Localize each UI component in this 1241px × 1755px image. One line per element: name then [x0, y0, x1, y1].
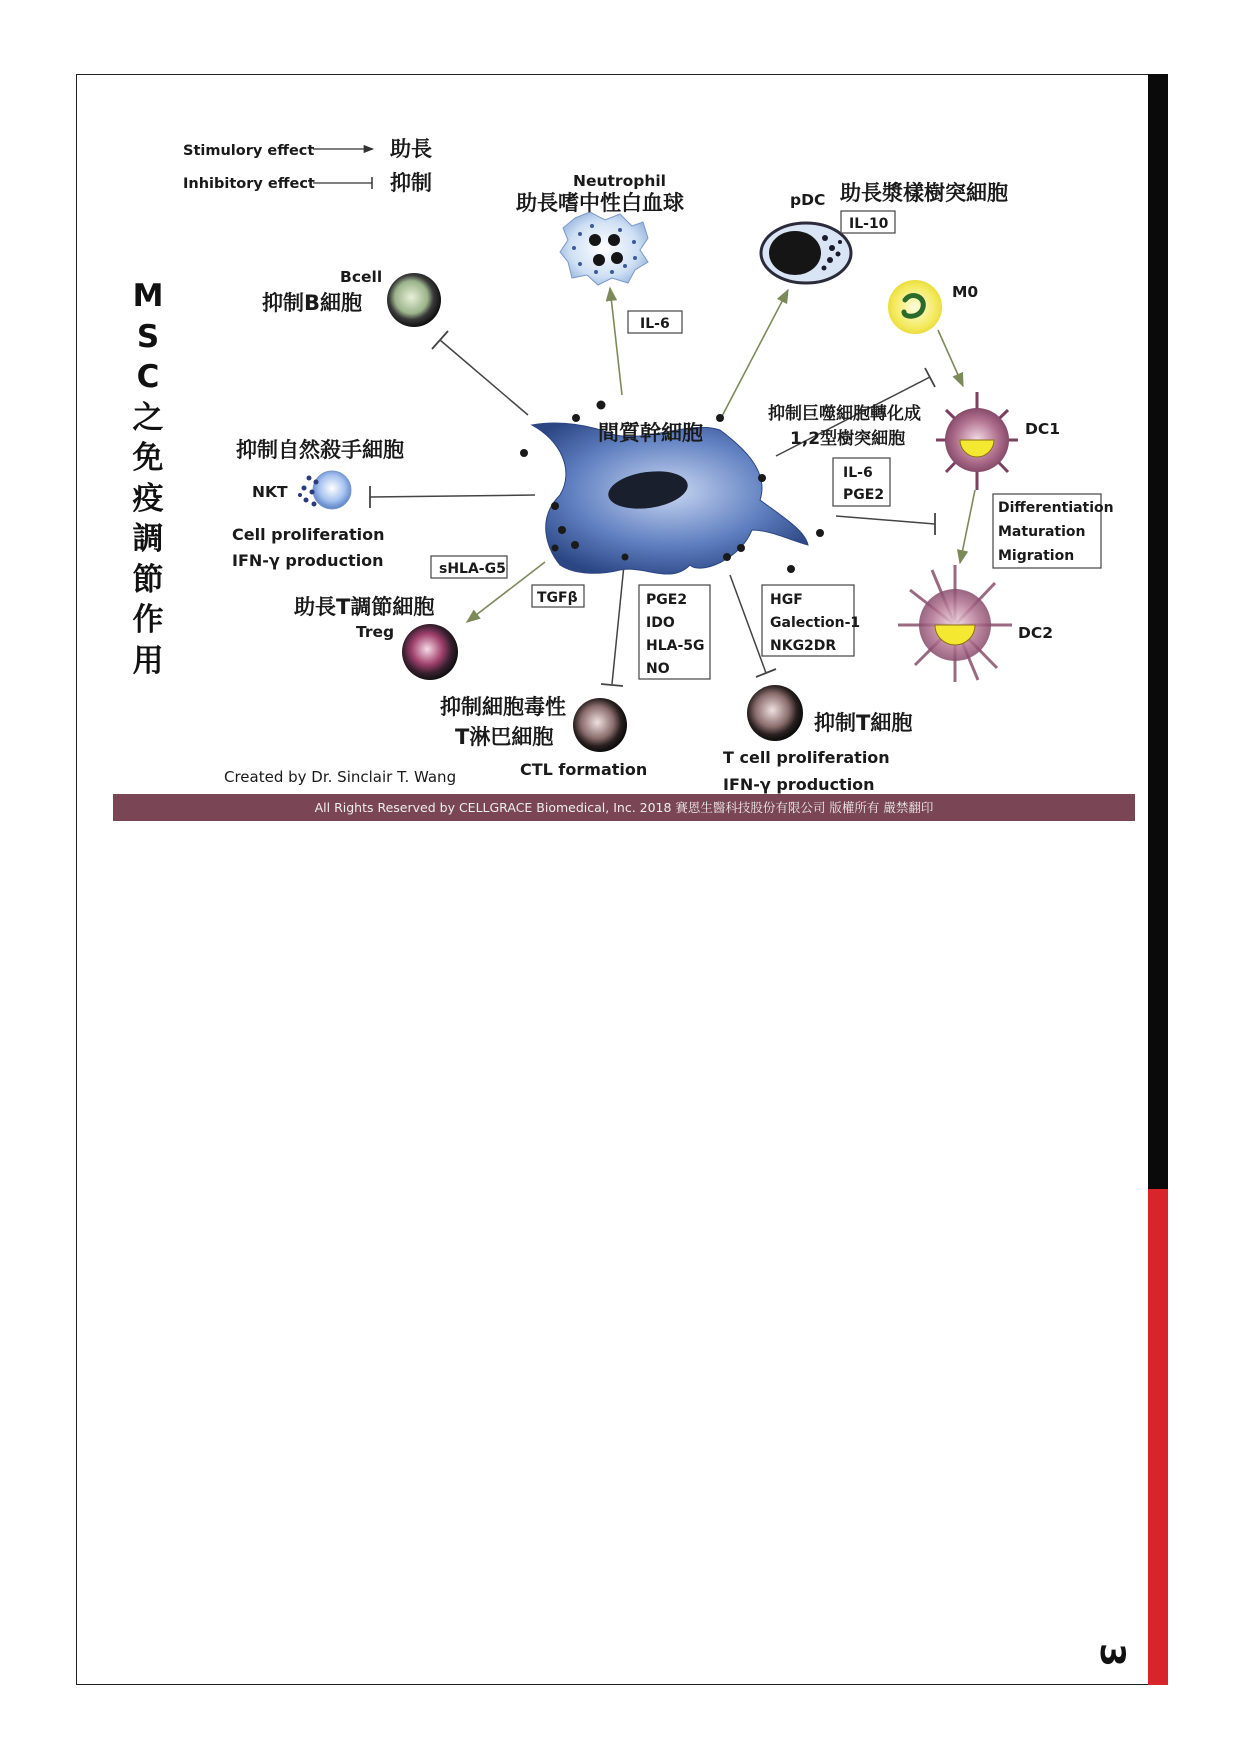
neutrophil-en: Neutrophil [573, 172, 666, 190]
ctl-factor-2: IDO [646, 615, 675, 631]
dc2-node [898, 565, 1053, 682]
legend-stimulatory-cn: 助長 [390, 137, 432, 161]
side-title: M S C 之 免 疫 調 節 作 用 [132, 278, 164, 679]
bcell-node [262, 268, 441, 327]
pdc-cn: 助長漿樣樹突細胞 [840, 181, 1008, 205]
nkt-en: NKT [252, 483, 288, 501]
ctl-node [440, 585, 710, 779]
neutrophil-factor: IL-6 [640, 316, 670, 332]
m0-icon [888, 280, 942, 334]
bcell-icon [387, 273, 441, 327]
dc1-node [936, 392, 1060, 490]
tcell-effect-1: T cell proliferation [723, 748, 890, 767]
treg-factor-2: TGFβ [537, 590, 578, 606]
legend [183, 137, 432, 195]
legend-inhibitory-label: Inhibitory effect [183, 176, 315, 192]
ctl-cn-1: 抑制細胞毒性 [440, 695, 566, 719]
legend-inhibitory-cn: 抑制 [390, 171, 432, 195]
side-bar-red [1148, 1189, 1168, 1685]
ctl-cn-2: T淋巴細胞 [455, 725, 554, 749]
pdc-node [761, 181, 1008, 283]
msc-cell [532, 423, 808, 574]
arrow-m0-dc1 [938, 330, 963, 386]
ctl-factor-1: PGE2 [646, 592, 688, 608]
pdc-en: pDC [790, 191, 826, 209]
dc-text-line2: 1,2型樹突細胞 [790, 429, 906, 449]
dc-process-1: Differentiation [998, 500, 1114, 516]
dc-factor-1: IL-6 [843, 465, 873, 481]
nkt-effect-1: Cell proliferation [232, 525, 385, 544]
dc1-en: DC1 [1025, 420, 1061, 438]
dc-process-3: Migration [998, 548, 1075, 564]
nkt-effect-2: IFN-γ production [232, 551, 384, 570]
tcell-factor-1: HGF [770, 592, 803, 608]
neutrophil-cn: 助長嗜中性白血球 [516, 191, 684, 215]
arrow-dc1-dc2 [960, 490, 975, 563]
dc2-en: DC2 [1018, 624, 1054, 642]
ctl-icon [573, 698, 627, 752]
page-number: 3 [1091, 1643, 1132, 1667]
treg-node [294, 556, 584, 680]
credit-text: Created by Dr. Sinclair T. Wang [224, 768, 457, 786]
treg-factor-1: sHLA-G5 [439, 561, 506, 577]
line-nkt [370, 495, 535, 497]
m0-node [888, 280, 978, 334]
treg-cn: 助長T調節細胞 [294, 595, 435, 619]
dc-process-2: Maturation [998, 524, 1086, 540]
dc-factor-2: PGE2 [843, 487, 885, 503]
line-tcell [730, 575, 766, 673]
treg-icon [402, 624, 458, 680]
footer-bar: All Rights Reserved by CELLGRACE Biomedical, Inc. 2018 賽恩生醫科技股份有限公司 版權所有 嚴禁翻印 [113, 794, 1135, 821]
pdc-factor: IL-10 [849, 216, 889, 232]
arrow-pdc [720, 290, 788, 420]
treg-en: Treg [356, 623, 395, 641]
tcell-cn: 抑制T細胞 [814, 711, 913, 735]
ctl-factor-3: HLA-5G [646, 638, 705, 654]
tcell-effect-2: IFN-γ production [723, 775, 875, 794]
m0-en: M0 [952, 283, 979, 301]
tcell-icon [747, 685, 803, 741]
ctl-effect: CTL formation [520, 760, 648, 779]
legend-stimulatory-label: Stimulory effect [183, 143, 315, 159]
bcell-en: Bcell [340, 268, 383, 286]
arrow-neutrophil [610, 288, 622, 395]
line-bcell [440, 340, 528, 415]
tcell-node [723, 585, 912, 794]
msc-label: 間質幹細胞 [598, 421, 703, 445]
nkt-icon [313, 471, 351, 509]
line-dc2 [836, 516, 935, 524]
ctl-factor-4: NO [646, 661, 670, 677]
nkt-cn: 抑制自然殺手細胞 [236, 438, 404, 462]
tcell-factor-3: NKG2DR [770, 638, 837, 654]
bcell-cn: 抑制B細胞 [262, 291, 363, 315]
line-ctl [612, 555, 625, 684]
dc-text-line1: 抑制巨噬細胞轉化成 [768, 404, 921, 424]
msc-diagram [0, 0, 1241, 860]
tcell-factor-2: Galection-1 [770, 615, 861, 631]
nkt-node [232, 438, 404, 570]
neutrophil-node [516, 172, 684, 333]
